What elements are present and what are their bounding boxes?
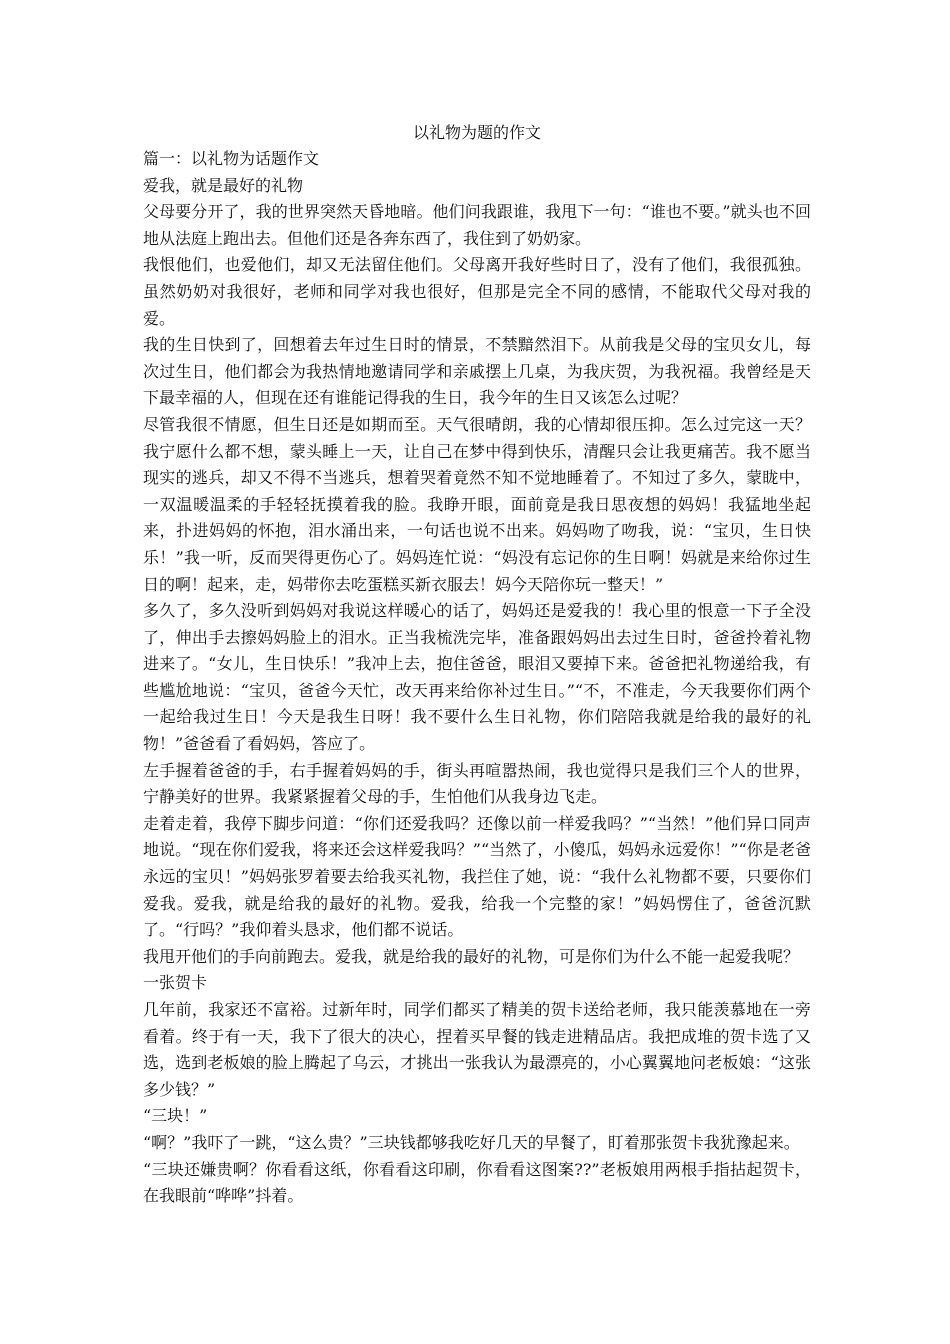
document-page (143, 120, 811, 1210)
paragraph-2: 爱我，就是最好的礼物 (143, 175, 304, 195)
paragraph-11: 一张贺卡 (143, 973, 208, 993)
paragraph-8: 左手握着爸爸的手，右手握着妈妈的手，街头再喧嚣热闹，我也觉得只是我们三个人的世界，宁静美好的世界。我紧紧握着父母的手，生怕他们从我身边飞走。 (143, 760, 811, 807)
paragraph-5: 我的生日快到了，回想着去年过生日时的情景，不禁黯然泪下。从前我是父母的宝贝女儿，每次过生日，他们都会为我热情地邀请同学和亲戚摆上几桌，为我庆贺，为我祝福。我曾经是天下最幸福的人，但现在还有谁能记得我的生日，我今年的生日又该怎么过呢？ (143, 335, 811, 408)
paragraph-6: 尽管我很不情愿，但生日还是如期而至。天气很晴朗，我的心情却很压抑。怎么过完这一天？我宁愿什么都不想，蒙头睡上一天，让自己在梦中得到快乐，清醒只会让我更痛苦。我不愿当现实的逃兵，却又不得不当逃兵，想着哭着竟然不知不觉地睡着了。不知过了多久，蒙眬中，一双温暖温柔的手轻轻抚摸着我的脸。我睁开眼，面前竟是我日思夜想的妈妈！我猛地坐起来，扑进妈妈的怀抱，泪水涌出来，一句话也说不出来。妈妈吻了吻我，说：“宝贝，生日快乐！”我一听，反而哭得更伤心了。妈妈连忙说：“妈没有忘记你的生日啊！妈就是来给你过生日的啊！起来，走，妈带你去吃蛋糕买新衣服去！妈今天陪你玩一整天！” (143, 414, 811, 594)
paragraph-14: “啊？”我吓了一跳，“这么贵？”三块钱都够我吃好几天的早餐了，盯着那张贺卡我犹豫起来。 (143, 1132, 800, 1152)
paragraph-9: 走着走着，我停下脚步问道：“你们还爱我吗？还像以前一样爱我吗？”“当然！”他们异口同声地说。“现在你们爱我，将来还会这样爱我吗？”“当然了，小傻瓜，妈妈永远爱你！”“你是老爸永远的宝贝！”妈妈张罗着要去给我买礼物，我拦住了她，说：“我什么礼物都不要，只要你们爱我。爱我，就是给我的最好的礼物。爱我，给我一个完整的家！”妈妈愣住了，爸爸沉默了。“行吗？”我仰着头恳求，他们都不说话。 (143, 813, 811, 940)
paragraph-12: 几年前，我家还不富裕。过新年时，同学们都买了精美的贺卡送给老师，我只能羡慕地在一旁看着。终于有一天，我下了很大的决心，捏着买早餐的钱走进精品店。我把成堆的贺卡选了又选，选到老板娘的脸上腾起了乌云，才挑出一张我认为最漂亮的，小心翼翼地问老板娘：“这张多少钱？” (143, 1000, 811, 1099)
paragraph-15: “三块还嫌贵啊？你看看这纸，你看看这印刷，你看看这图案??”老板娘用两根手指拈起贺卡，在我眼前“哗哗”抖着。 (143, 1159, 811, 1206)
paragraph-4: 我恨他们，也爱他们，却又无法留住他们。父母离开我好些时日了，没有了他们，我很孤独。虽然奶奶对我很好，老师和同学对我也很好，但那是完全不同的感情，不能取代父母对我的爱。 (143, 255, 811, 328)
paragraph-13: “三块！” (143, 1106, 208, 1126)
paragraph-10: 我甩开他们的手向前跑去。爱我，就是给我的最好的礼物，可是你们为什么不能一起爱我呢？ (143, 946, 800, 966)
paragraph-7: 多久了，多久没听到妈妈对我说这样暖心的话了，妈妈还是爱我的！我心里的恨意一下子全没了，伸出手去擦妈妈脸上的泪水。正当我梳洗完毕，准备跟妈妈出去过生日时，爸爸拎着礼物进来了。“女儿，生日快乐！”我冲上去，抱住爸爸，眼泪又要掉下来。爸爸把礼物递给我，有些尴尬地说：“宝贝，爸爸今天忙，改天再来给你补过生日。”“不，不准走，今天我要你们两个一起给我过生日！今天是我生日呀！我不要什么生日礼物，你们陪陪我就是给我的最好的礼物！”爸爸看了看妈妈，答应了。 (143, 601, 811, 754)
document-title: 以礼物为题的作文 (412, 123, 541, 142)
paragraph-3: 父母要分开了，我的世界突然天昏地暗。他们问我跟谁，我甩下一句：“谁也不要。”就头也不回地从法庭上跑出去。但他们还是各奔东西了，我住到了奶奶家。 (143, 202, 811, 248)
paragraph-1: 篇一：以礼物为话题作文 (143, 149, 320, 168)
